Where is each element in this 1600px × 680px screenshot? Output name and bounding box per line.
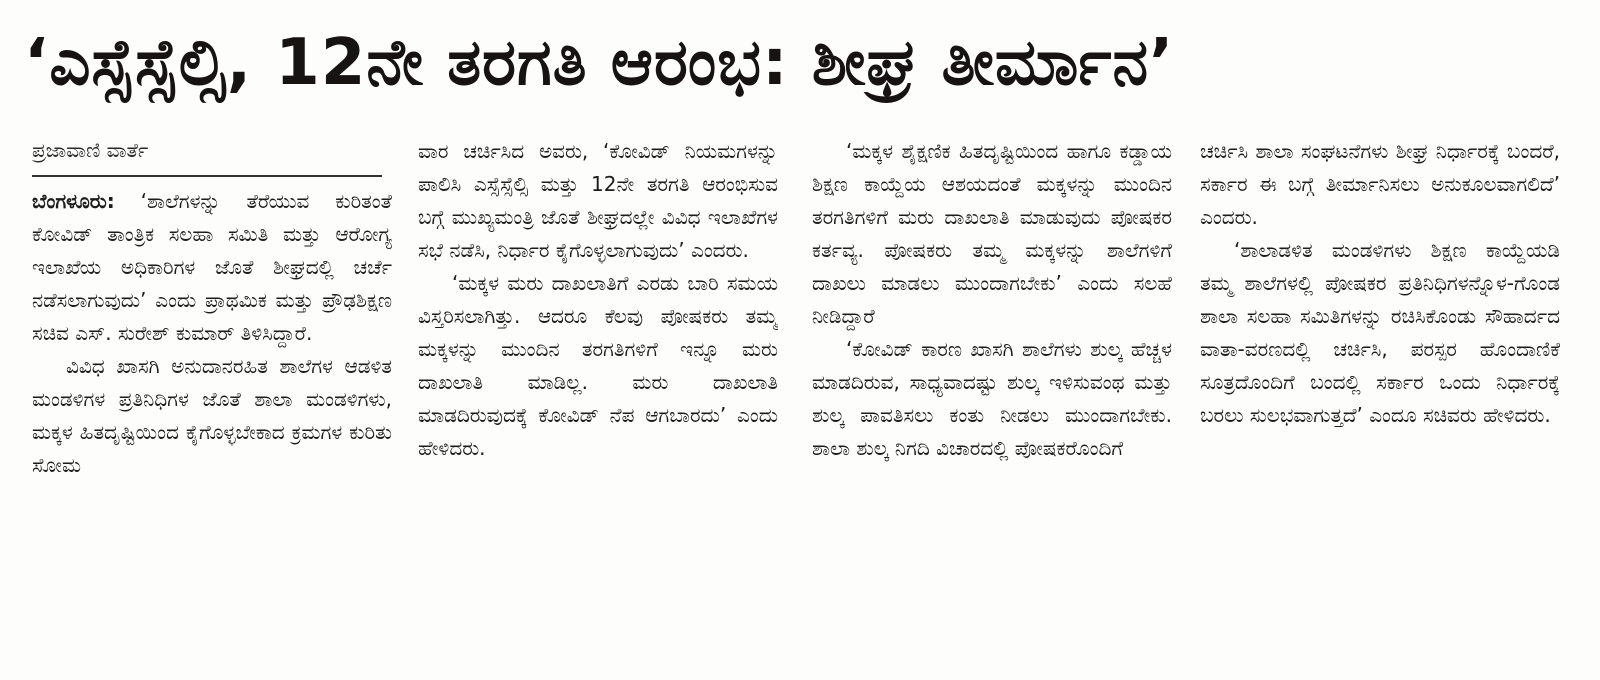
article-column-2: [418, 135, 778, 675]
article-column-3: [812, 135, 1172, 675]
paragraph: ‘ಮಕ್ಕಳ ಶೈಕ್ಷಣಿಕ ಹಿತದೃಷ್ಟಿಯಿಂದ ಹಾಗೂ ಕಡ್ಡಾಯ ಶಿಕ್ಷಣ ಕಾಯ್ದೆಯ ಆಶಯದಂತೆ ಮಕ್ಕಳನ್ನು ಮುಂದಿನ ತರಗತಿಗಳಿಗೆ ಮರು ದಾಖಲಾತಿ ಮಾಡುವುದು ಪೋಷಕರ ಕರ್ತವ್ಯ. ಪೋಷಕರು ತಮ್ಮ ಮಕ್ಕಳನ್ನು ಶಾಲೆಗಳಿಗೆ ದಾಖಲು ಮಾಡಲು ಮುಂದಾಗಬೇಕು’ ಎಂದು ಸಲಹೆ ನೀಡಿದ್ದಾರೆ: [812, 139, 1172, 328]
lead-paragraph: [32, 185, 392, 350]
paragraph: ‘ಶಾಲಾಡಳಿತ ಮಂಡಳಿಗಳು ಶಿಕ್ಷಣ ಕಾಯ್ದೆಯಡಿ ತಮ್ಮ ಶಾಲೆಗಳಲ್ಲಿ ಪೋಷಕರ ಪ್ರತಿನಿಧಿಗಳನ್ನೊಳ-ಗೊಂಡ ಶಾಲಾ ಸಲಹಾ ಸಮಿತಿಗಳನ್ನು ರಚಿಸಿಕೊಂಡು ಸೌಹಾರ್ದದ ವಾತಾ-ವರಣದಲ್ಲಿ ಚರ್ಚಿಸಿ, ಪರಸ್ಪರ ಹೊಂದಾಣಿಕೆ ಸೂತ್ರದೊಂದಿಗೆ ಬಂದಲ್ಲಿ ಸರ್ಕಾರ ಒಂದು ನಿರ್ಧಾರಕ್ಕೆ ಬರಲು ಸುಲಭವಾಗುತ್ತದೆ’ ಎಂದೂ ಸಚಿವರು ಹೇಳಿದರು.: [1200, 238, 1560, 427]
paragraph: ‘ಮಕ್ಕಳ ಮರು ದಾಖಲಾತಿಗೆ ಎರಡು ಬಾರಿ ಸಮಯ ವಿಸ್ತರಿಸಲಾಗಿತ್ತು. ಆದರೂ ಕೆಲವು ಪೋಷಕರು ತಮ್ಮ ಮಕ್ಕಳನ್ನು ಮುಂದಿನ ತರಗತಿಗಳಿಗೆ ಇನ್ನೂ ಮರು ದಾಖಲಾತಿ ಮಾಡಿಲ್ಲ. ಮರು ದಾಖಲಾತಿ ಮಾಡದಿರುವುದಕ್ಕೆ ಕೋವಿಡ್ ನೆಪ ಆಗಬಾರದು’ ಎಂದು ಹೇಳಿದರು.: [418, 271, 778, 460]
paragraph: ‘ಕೋವಿಡ್ ಕಾರಣ ಖಾಸಗಿ ಶಾಲೆಗಳು ಶುಲ್ಕ ಹೆಚ್ಚಳ ಮಾಡದಿರುವ, ಸಾಧ್ಯವಾದಷ್ಟು ಶುಲ್ಕ ಇಳಿಸುವಂಥ ಮತ್ತು ಶುಲ್ಕ ಪಾವತಿಸಲು ಕಂತು ನೀಡಲು ಮುಂದಾಗಬೇಕು. ಶಾಲಾ ಶುಲ್ಕ ನಿಗದಿ ವಿಚಾರದಲ್ಲಿ ಪೋಷಕರೊಂದಿಗೆ: [812, 337, 1172, 460]
lead-paragraph-text: ‘ಶಾಲೆಗಳನ್ನು ತೆರೆಯುವ ಕುರಿತಂತೆ ಕೋವಿಡ್ ತಾಂತ್ರಿಕ ಸಲಹಾ ಸಮಿತಿ ಮತ್ತು ಆರೋಗ್ಯ ಇಲಾಖೆಯ ಅಧಿಕಾರಿಗಳ ಜೊತೆ ಶೀಘ್ರದಲ್ಲಿ ಚರ್ಚೆ ನಡೆಸಲಾಗುವುದು’ ಎಂದು ಪ್ರಾಥಮಿಕ ಮತ್ತು ಪ್ರೌಢಶಿಕ್ಷಣ ಸಚಿವ ಎಸ್. ಸುರೇಶ್ ಕುಮಾರ್ ತಿಳಿಸಿದ್ದಾರೆ.: [32, 189, 392, 345]
byline-rule: [32, 175, 382, 177]
paragraph: ವಾರ ಚರ್ಚಿಸಿದ ಅವರು, ‘ಕೋವಿಡ್ ನಿಯಮಗಳನ್ನು ಪಾಲಿಸಿ ಎಸ್ಸೆಸ್ಸೆಲ್ಸಿ ಮತ್ತು 12ನೇ ತರಗತಿ ಆರಂಭಿಸುವ ಬಗ್ಗೆ ಮುಖ್ಯಮಂತ್ರಿ ಜೊತೆ ಶೀಘ್ರದಲ್ಲೇ ವಿವಿಧ ಇಲಾಖೆಗಳ ಸಭೆ ನಡೆಸಿ, ನಿರ್ಧಾರ ಕೈಗೊಳ್ಳಲಾಗುವುದು’ ಎಂದರು.: [418, 139, 778, 262]
dateline: ಬೆಂಗಳೂರು:: [32, 189, 115, 213]
paragraph: ಚರ್ಚಿಸಿ ಶಾಲಾ ಸಂಘಟನೆಗಳು ಶೀಘ್ರ ನಿರ್ಧಾರಕ್ಕೆ ಬಂದರೆ, ಸರ್ಕಾರ ಈ ಬಗ್ಗೆ ತೀರ್ಮಾನಿಸಲು ಅನುಕೂಲವಾಗಲಿದೆ’ ಎಂದರು.: [1200, 139, 1560, 229]
article-column-1: [32, 135, 392, 675]
byline: ಪ್ರಜಾವಾಣಿ ವಾರ್ತೆ: [32, 138, 149, 162]
paragraph: ವಿವಿಧ ಖಾಸಗಿ ಅನುದಾನರಹಿತ ಶಾಲೆಗಳ ಆಡಳಿತ ಮಂಡಳಿಗಳ ಪ್ರತಿನಿಧಿಗಳ ಜೊತೆ ಶಾಲಾ ಮಂಡಳಿಗಳು, ಮಕ್ಕಳ ಹಿತದೃಷ್ಟಿಯಿಂದ ಕೈಗೊಳ್ಳಬೇಕಾದ ಕ್ರಮಗಳ ಕುರಿತು ಸೋಮ: [32, 354, 392, 477]
article-headline: ‘ಎಸ್ಸೆಸ್ಸೆಲ್ಸಿ, 12ನೇ ತರಗತಿ ಆರಂಭ: ಶೀಘ್ರ ತೀರ್ಮಾನ’: [24, 26, 1175, 100]
article-column-4: [1200, 135, 1560, 675]
